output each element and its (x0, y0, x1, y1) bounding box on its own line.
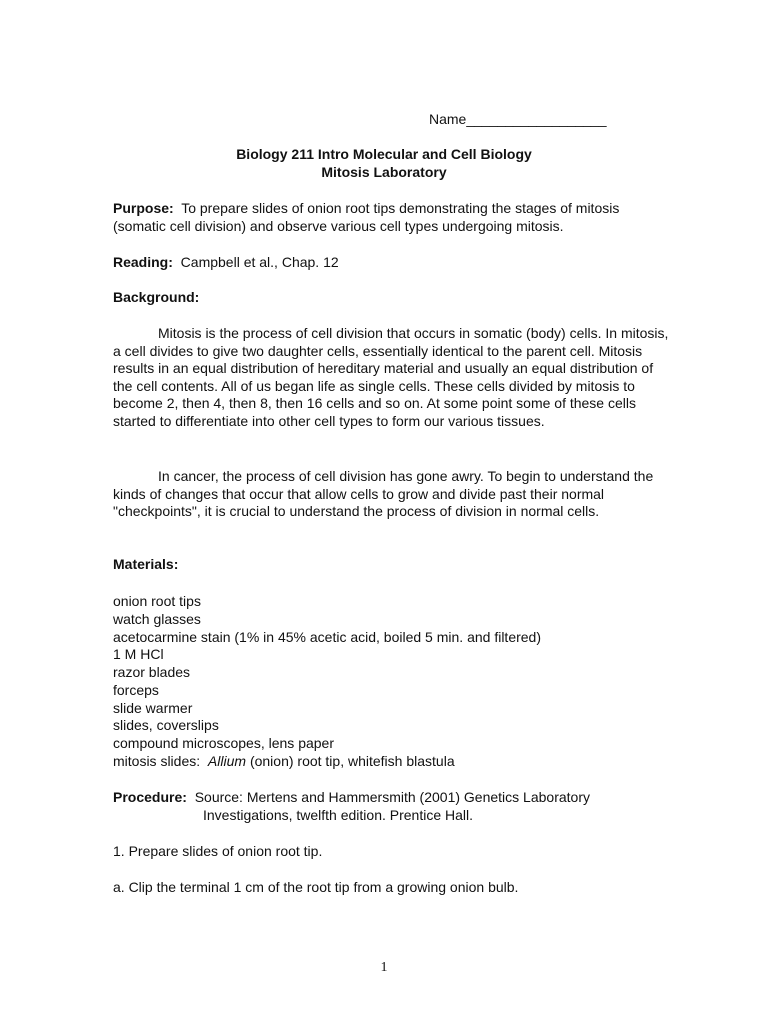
list-item: onion root tips (113, 593, 201, 609)
list-item: compound microscopes, lens paper (113, 735, 335, 751)
materials-list (113, 593, 673, 771)
procedure-label: Procedure: (113, 789, 187, 805)
page-number: 1 (380, 960, 388, 975)
procedure-section (113, 789, 673, 824)
materials-heading (113, 556, 673, 574)
allium-italic: Allium (207, 752, 247, 769)
list-item: razor blades (113, 664, 191, 680)
procedure-step-1: 1. Prepare slides of onion root tip. (113, 843, 323, 859)
background-paragraph-2 (113, 468, 673, 521)
purpose-label: Purpose: (113, 200, 174, 216)
list-item: acetocarmine stain (1% in 45% acetic acid, boiled 5 min. and filtered) (113, 628, 541, 645)
background-text-1: Mitosis is the process of cell division that occurs in somatic (body) cells. In mitosis, a cell divides to give two daughter cells, essentially identical to the parent cell. Mitosis results in an equal distribution of hereditary material and usually an equal distribution of the cell contents. All of us began life as single cells. These cells divided by mitosis to become 2, then 4, then 8, then 16 cells and so on. At some point some of these cells started to differentiate into other cell types to form our various tissues. (113, 325, 669, 429)
background-label: Background: (113, 289, 200, 305)
list-item: watch glasses (113, 610, 201, 627)
lab-title: Mitosis Laboratory (321, 164, 447, 180)
procedure-step-1a: a. Clip the terminal 1 cm of the root tip from a growing onion bulb. (113, 879, 519, 895)
background-heading (113, 289, 673, 307)
mitosis-slides-suffix: (onion) root tip, whitefish blastula (249, 752, 455, 769)
purpose-text: To prepare slides of onion root tips demonstrating the stages of mitosis (somatic cell division) and observe various cell types undergoing mitosis. (113, 200, 620, 234)
list-item: 1 M HCl (113, 646, 164, 663)
reading-label: Reading: (113, 254, 173, 270)
procedure-source-line2: Investigations, twelfth edition. Prentice Hall. (203, 806, 474, 823)
mitosis-slides-prefix: mitosis slides: (113, 752, 201, 769)
background-text-2: In cancer, the process of cell division has gone awry. To begin to understand the kinds of changes that occur that allow cells to grow and divide past their normal "checkpoints", it is crucial to understand the process of division in normal cells. (113, 468, 654, 519)
reading-text: Campbell et al., Chap. 12 (180, 254, 339, 270)
reading-section (113, 254, 673, 272)
purpose-section (113, 200, 673, 235)
list-item: forceps (113, 681, 159, 698)
name-field: Name__________________ (429, 111, 607, 127)
list-item: slide warmer (113, 699, 193, 716)
list-item-mitosis-slides (113, 753, 673, 771)
course-title: Biology 211 Intro Molecular and Cell Biology (236, 146, 532, 162)
background-paragraph-1 (113, 325, 673, 430)
procedure-source-line1: Source: Mertens and Hammersmith (2001) Genetics Laboratory (194, 789, 590, 805)
list-item: slides, coverslips (113, 717, 219, 734)
materials-label: Materials: (113, 556, 179, 572)
